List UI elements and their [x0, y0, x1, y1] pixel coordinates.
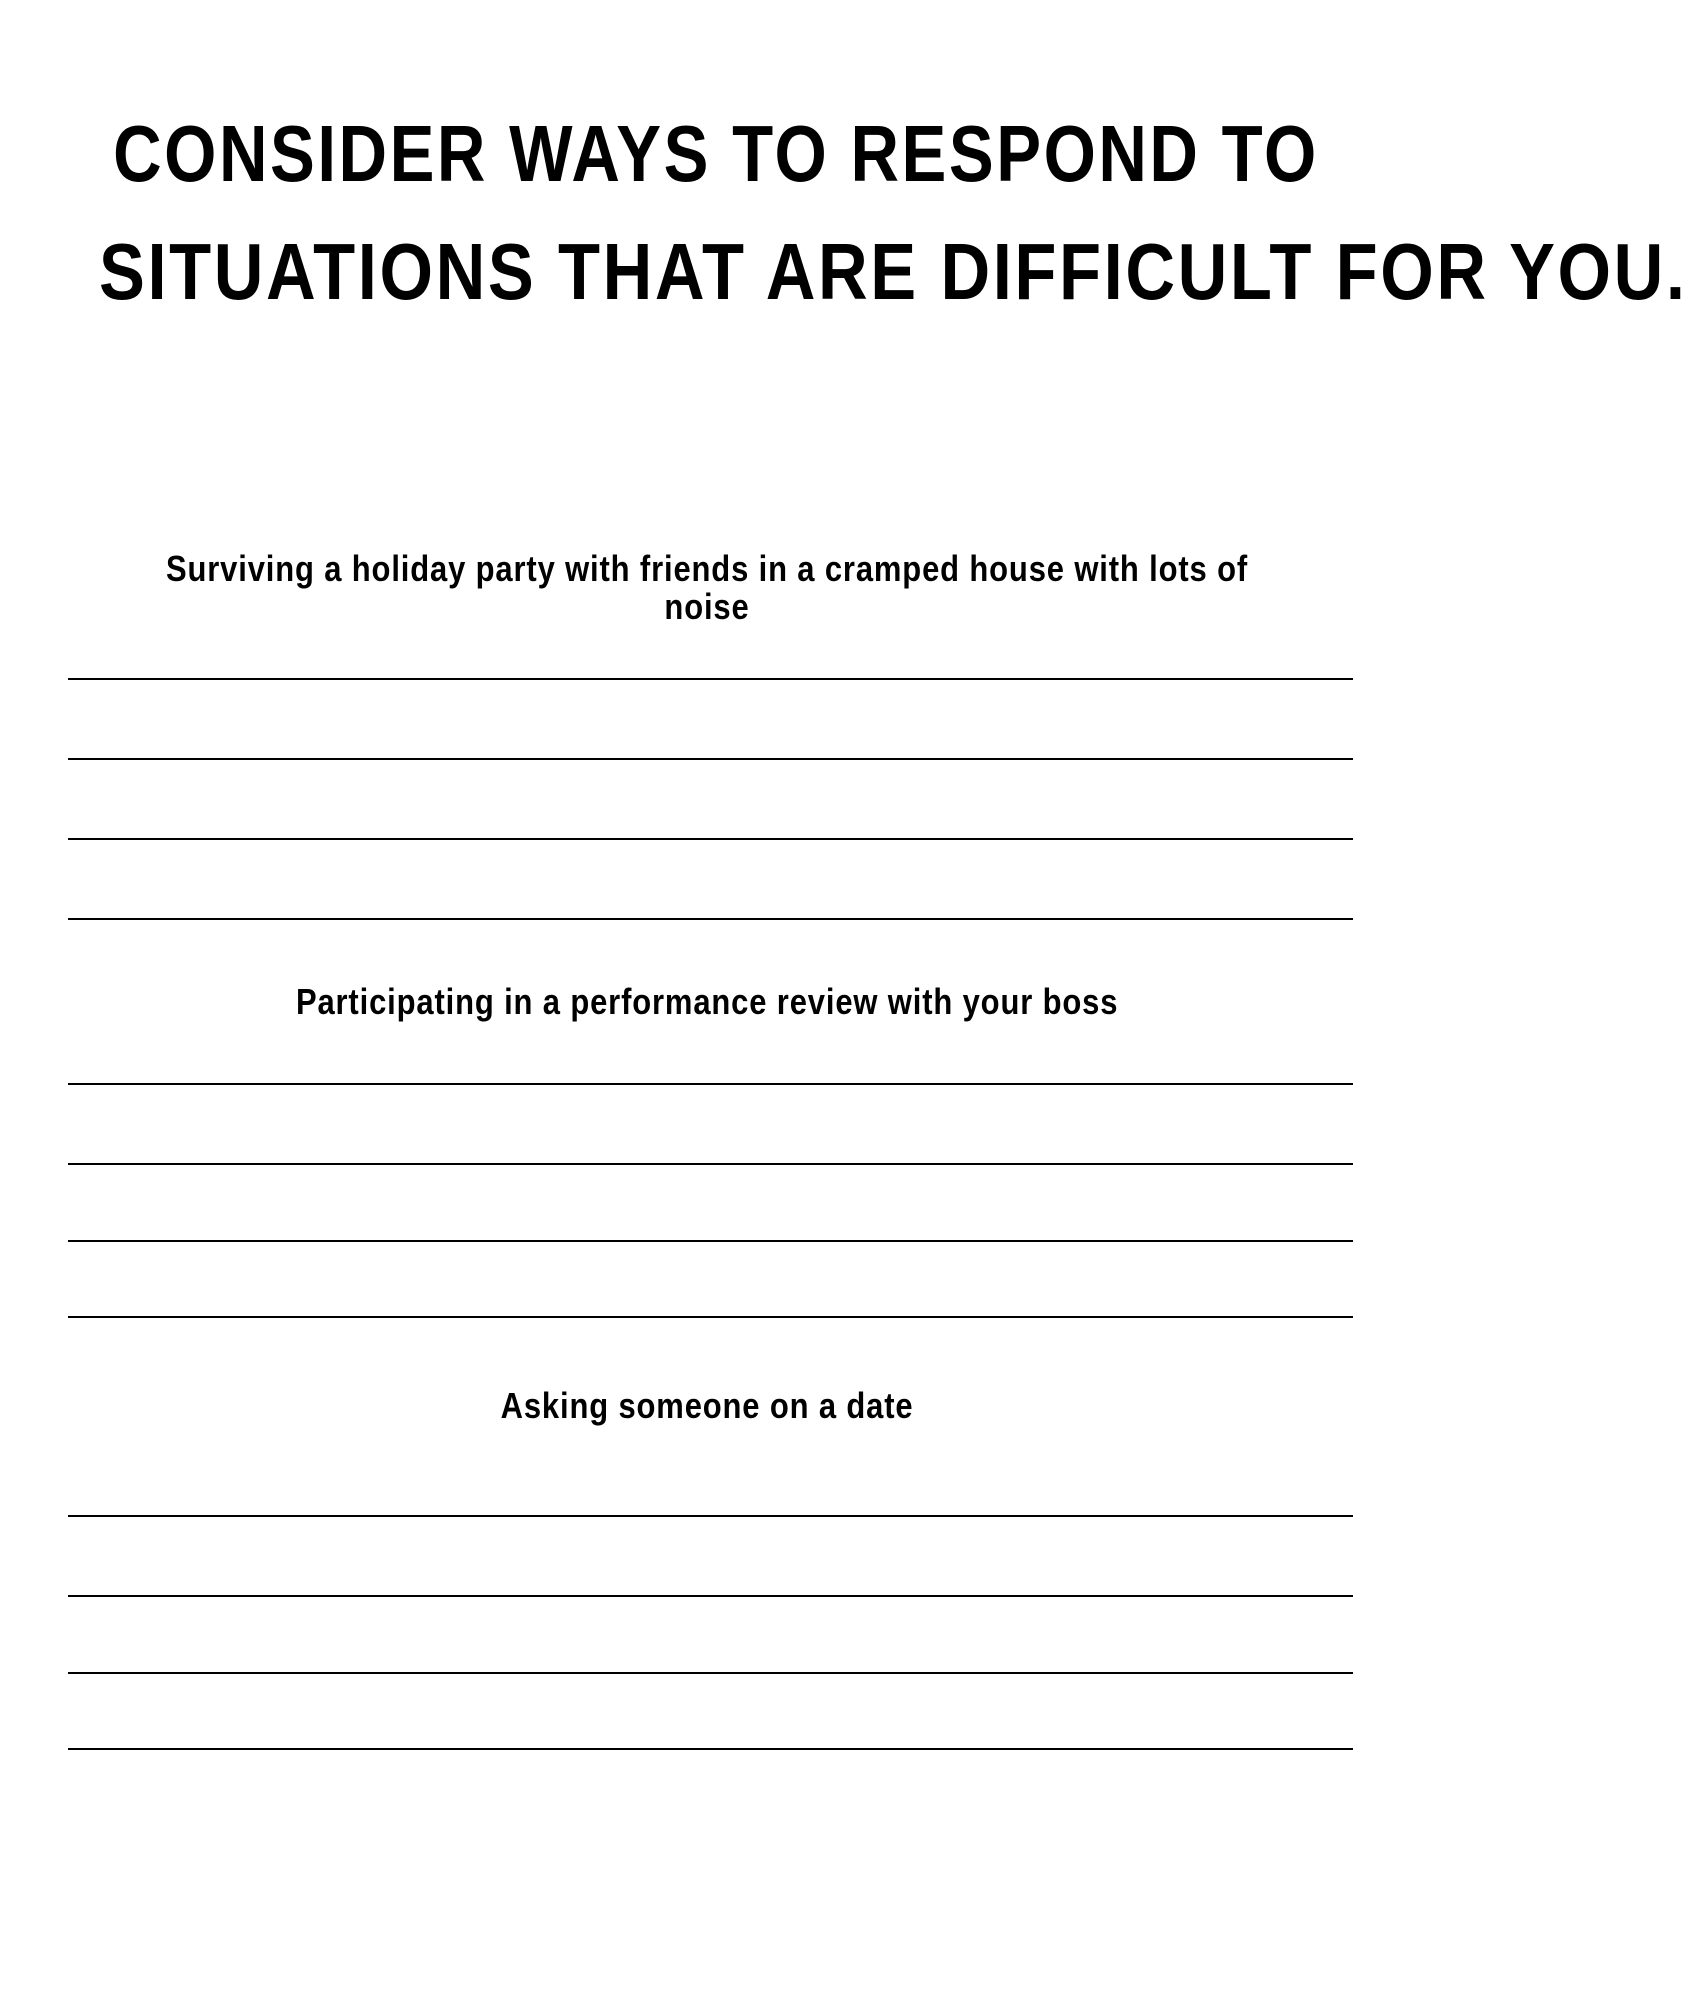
answer-line-2-3[interactable]: [68, 1240, 1353, 1242]
prompt-3-label: Asking someone on a date: [500, 1385, 914, 1426]
page-title-line-1: CONSIDER WAYS TO RESPOND TO: [113, 109, 1319, 198]
answer-line-1-4[interactable]: [68, 918, 1353, 920]
answer-line-1-1[interactable]: [68, 678, 1353, 680]
answer-line-1-3[interactable]: [68, 838, 1353, 840]
answer-line-3-4[interactable]: [68, 1748, 1353, 1750]
prompt-1-label: Surviving a holiday party with friends in a cramped house with lots of noise: [165, 548, 1249, 627]
answer-line-2-1[interactable]: [68, 1083, 1353, 1085]
answer-line-1-2[interactable]: [68, 758, 1353, 760]
prompt-1-text: [60, 550, 1354, 626]
answer-line-2-2[interactable]: [68, 1163, 1353, 1165]
answer-line-3-2[interactable]: [68, 1595, 1353, 1597]
answer-line-3-1[interactable]: [68, 1515, 1353, 1517]
answer-line-2-4[interactable]: [68, 1316, 1353, 1318]
prompt-2-text: [60, 983, 1354, 1021]
prompt-3-text: [60, 1387, 1354, 1425]
answer-line-3-3[interactable]: [68, 1672, 1353, 1674]
page-title-line-2: SITUATIONS THAT ARE DIFFICULT FOR YOU.: [98, 227, 1688, 316]
prompt-2-label: Participating in a performance review with your boss: [295, 981, 1119, 1022]
